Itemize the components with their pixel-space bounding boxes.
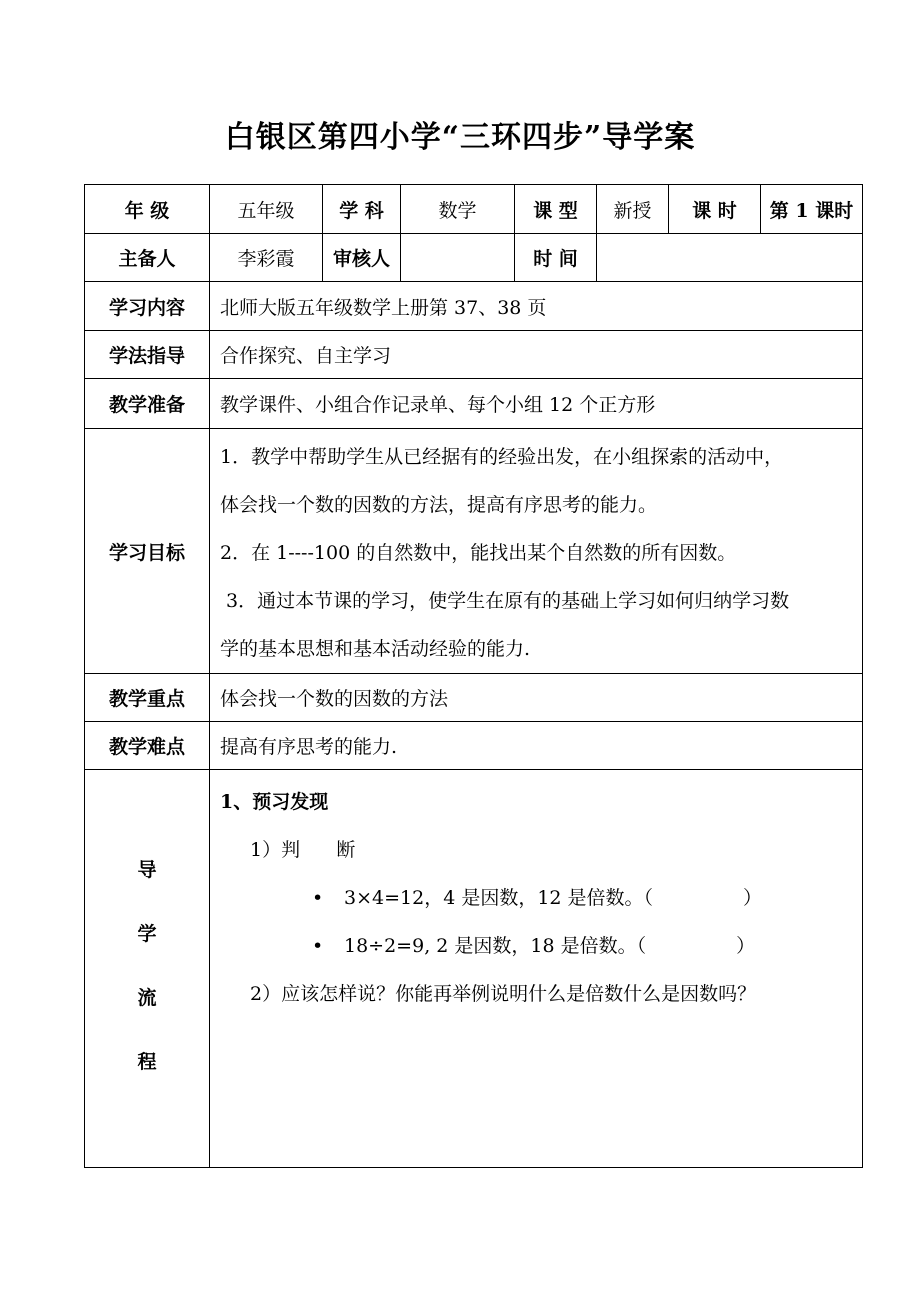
period-label: 课 时 bbox=[669, 185, 761, 234]
flow-label-char: 导 bbox=[137, 859, 157, 881]
objectives-label: 学习目标 bbox=[85, 429, 210, 674]
subject-label: 学 科 bbox=[323, 185, 401, 234]
bullet-mark: • bbox=[312, 935, 324, 957]
objective-line: 1．教学中帮助学生从已经据有的经验出发，在小组探索的活动中， bbox=[220, 446, 784, 468]
prep-row bbox=[85, 379, 863, 429]
question-text: 2）应该怎样说？你能再举例说明什么是倍数什么是因数吗？ bbox=[250, 983, 757, 1005]
time-label: 时 间 bbox=[515, 234, 597, 282]
preparer-label: 主备人 bbox=[85, 234, 210, 282]
flow-label-char: 程 bbox=[137, 1051, 157, 1073]
objectives-text bbox=[210, 429, 863, 674]
objective-line: 2．在 1----100 的自然数中，能找出某个自然数的所有因数。 bbox=[220, 542, 737, 564]
method-row bbox=[85, 331, 863, 379]
page-title: 白银区第四小学“三环四步”导学案 bbox=[224, 120, 696, 155]
difficulty-row bbox=[85, 722, 863, 770]
key-point-label: 教学重点 bbox=[85, 674, 210, 722]
key-point-value: 体会找一个数的因数的方法 bbox=[210, 674, 863, 722]
judge-item bbox=[220, 922, 852, 970]
objective-line: 学的基本思想和基本活动经验的能力. bbox=[220, 638, 531, 660]
preparer-value: 李彩霞 bbox=[210, 234, 323, 282]
grade-label: 年 级 bbox=[85, 185, 210, 234]
judge-title: 1）判 断 bbox=[250, 839, 356, 861]
difficulty-value: 提高有序思考的能力. bbox=[210, 722, 863, 770]
judge-item-close: ） bbox=[743, 887, 763, 909]
difficulty-label: 教学难点 bbox=[85, 722, 210, 770]
lesson-plan-table bbox=[84, 184, 863, 1168]
content-value: 北师大版五年级数学上册第 37、38 页 bbox=[210, 282, 863, 331]
flow-label-char: 流 bbox=[137, 987, 157, 1009]
prep-value: 教学课件、小组合作记录单、每个小组 12 个正方形 bbox=[210, 379, 863, 429]
objective-line: 3．通过本节课的学习，使学生在原有的基础上学习如何归纳学习数 bbox=[220, 590, 790, 612]
time-value bbox=[597, 234, 863, 282]
flow-row bbox=[85, 770, 863, 1168]
flow-content bbox=[210, 770, 863, 1168]
key-point-row bbox=[85, 674, 863, 722]
lesson-type-value: 新授 bbox=[597, 185, 669, 234]
flow-label-char: 学 bbox=[137, 923, 157, 945]
period-value: 第 1 课时 bbox=[761, 185, 863, 234]
content-row bbox=[85, 282, 863, 331]
judge-item-text: 3×4=12，4 是因数，12 是倍数。（ bbox=[344, 887, 654, 909]
method-label: 学法指导 bbox=[85, 331, 210, 379]
info-row-2 bbox=[85, 234, 863, 282]
prep-label: 教学准备 bbox=[85, 379, 210, 429]
section-title: 1、预习发现 bbox=[220, 791, 329, 813]
bullet-mark: • bbox=[312, 887, 324, 909]
lesson-type-label: 课 型 bbox=[515, 185, 597, 234]
grade-value: 五年级 bbox=[210, 185, 323, 234]
info-row-1 bbox=[85, 185, 863, 234]
subject-value: 数学 bbox=[401, 185, 515, 234]
flow-label bbox=[85, 770, 210, 1168]
judge-item-text: 18÷2=9, 2 是因数，18 是倍数。（ bbox=[344, 935, 647, 957]
reviewer-value bbox=[401, 234, 515, 282]
reviewer-label: 审核人 bbox=[323, 234, 401, 282]
objective-line: 体会找一个数的因数的方法，提高有序思考的能力。 bbox=[220, 494, 658, 516]
method-value: 合作探究、自主学习 bbox=[210, 331, 863, 379]
content-label: 学习内容 bbox=[85, 282, 210, 331]
judge-item bbox=[220, 874, 852, 922]
objectives-row bbox=[85, 429, 863, 674]
judge-item-close: ） bbox=[736, 935, 756, 957]
